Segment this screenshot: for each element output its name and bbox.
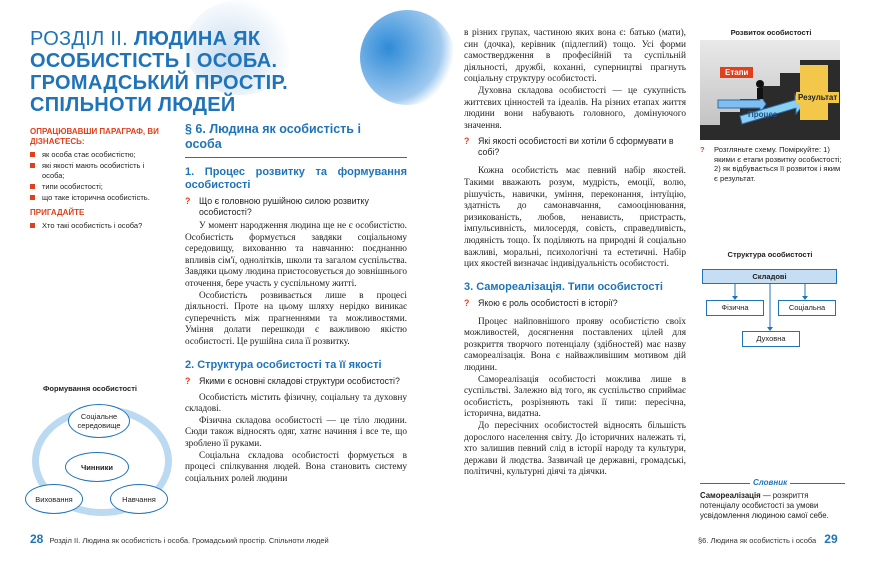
development-title: Розвиток особистості bbox=[730, 28, 812, 37]
section1-title: 1. Процес розвитку та формування особистості bbox=[185, 166, 407, 191]
development-diagram bbox=[700, 28, 842, 183]
formation-node-social: Соціальне середовище bbox=[68, 404, 130, 438]
section2-question-text: Якими є основні складові структури особистості? bbox=[199, 375, 400, 386]
chapter-title-bold: ЛЮДИНА ЯК ОСОБИСТІСТЬ І ОСОБА. ГРОМАДСЬКИЙ ПРОСТІР. СПІЛЬНОТИ ЛЮДЕЙ bbox=[30, 28, 289, 116]
structure-child-spiritual: Духовна bbox=[742, 331, 800, 347]
section3-title: 3. Самореалізація. Типи особистості bbox=[464, 280, 663, 293]
section3-question bbox=[464, 298, 686, 309]
learn-item: що таке історична особистість. bbox=[30, 193, 160, 203]
development-label-stages: Етапи bbox=[720, 67, 753, 78]
development-label-result: Результат bbox=[798, 93, 838, 102]
structure-root: Складові bbox=[702, 269, 837, 284]
development-question-text: Розгляньте схему. Поміркуйте: 1) якими є етапи розвитку особистості; 2) як відбувається її розвиток і яким є результат. bbox=[714, 145, 842, 183]
right-question bbox=[464, 136, 686, 158]
learn-item: які якості мають особистість і особа; bbox=[30, 161, 160, 181]
learn-box bbox=[30, 127, 160, 204]
structure-title: Структура особистості bbox=[727, 250, 813, 259]
chapter-title bbox=[30, 28, 390, 116]
recall-heading: ПРИГАДАЙТЕ bbox=[30, 208, 85, 217]
formation-center: Чинники bbox=[65, 452, 129, 482]
paragraph-title bbox=[185, 122, 400, 152]
right-question-text: Які якості особистості ви хотіли б сформувати в собі? bbox=[478, 136, 674, 158]
formation-diagram-title: Формування особистості bbox=[43, 384, 137, 393]
development-label-process: Процес bbox=[748, 110, 778, 119]
question-icon: ? bbox=[464, 136, 470, 147]
section2-p2: Фізична складова особистості — це тіло людини. Сюди також відносять одяг, хатнє начиння і все те, що зроблено її руками. bbox=[185, 415, 407, 449]
structure-child-social: Соціальна bbox=[778, 300, 836, 316]
section1-p2: Особистість розвивається лише в процесі діяльності. Проте на цьому шляху нерідко виникає суперечність між прагненнями та можливостями. Уміння долати перешкоди є важливою якістю особистості. Це рушійна сила її розвитку. bbox=[185, 290, 407, 347]
formation-diagram bbox=[20, 384, 180, 524]
staircase-graphic bbox=[700, 40, 840, 140]
page-number-right: 29 bbox=[824, 532, 838, 546]
glossary-term: Самореалізація bbox=[700, 491, 761, 500]
question-icon: ? bbox=[185, 375, 191, 386]
learn-item: як особа стає особистістю; bbox=[30, 150, 160, 160]
learn-list bbox=[30, 150, 160, 203]
recall-list bbox=[30, 221, 160, 231]
learn-heading: ОПРАЦЮВАВШИ ПАРАГРАФ, ВИ ДІЗНАЄТЕСЬ: bbox=[30, 127, 159, 146]
footer-left-text: Розділ II. Людина як особистість і особа. Громадський простір. Спільноти людей bbox=[49, 536, 329, 545]
section1-question-text: Що є головною рушійною силою розвитку особистості? bbox=[199, 196, 369, 217]
section2-question bbox=[185, 376, 407, 387]
glossary-title: Словник bbox=[750, 478, 790, 487]
section1-p1: У момент народження людина ще не є особистістю. Особистість формується завдяки соціальному середовищу, вихованню та навчанню: поєднанню впливів сім'ї, однолітків, школи та загалом суспільства. Завдяки цьому людина пристосовується до зовнішнього оточення, бере участь у суспільному житті. bbox=[185, 221, 407, 289]
section3-p3: До пересічних особистостей відносять більшість дорослого населення світу. До історичних належать ті, хто залишив певний слід в історії народу та культури, держави й людства. Зазвичай це державні, громадські, політичні, культурні діячі та діячки. bbox=[464, 421, 686, 478]
learn-item: типи особистості; bbox=[30, 182, 160, 192]
glossary-entry bbox=[700, 491, 845, 521]
section2-p1: Особистість містить фізичну, соціальну та духовну складові. bbox=[185, 392, 407, 415]
right-p-qualities: Кожна особистість має певний набір якостей. Такими вважають розум, мудрість, емоції, волю, рішучість, навички, уміння, переконання, інтуїцію, здатність до самонавчання, самооцінювання, ризикованість, любов, ненависть, пристрасть, імпульсивність, милосердя, совість, справедливість, людяність тощо. Їх поділяють на природні й соціально важливі, моральні, психологічні та естетичні. Набір цих якостей визначає індивідуальність особистості. bbox=[464, 166, 686, 270]
glossary-box bbox=[700, 478, 845, 521]
section2-p3: Соціальна складова особистості формується в процесі спілкування людей. Вона становить систему соціальних ролей людини bbox=[185, 450, 407, 484]
paragraph-divider bbox=[185, 157, 407, 158]
glossary-definition: — розкриття потенціалу особистості за умови усвідомлення людиною самої себе. bbox=[700, 491, 829, 520]
recall-box bbox=[30, 208, 160, 232]
question-icon: ? bbox=[464, 297, 470, 308]
section3-p2: Самореалізація особистості можлива лише в суспільстві. Залежно від того, як суспільство сприймає особистість, розрізняють такі її типи: пересічна, історична, видатна. bbox=[464, 374, 686, 420]
section1-question bbox=[185, 196, 407, 218]
section2-title: 2. Структура особистості та її якості bbox=[185, 358, 382, 371]
section3-p1: Процес найповнішого прояву особистістю своїх можливостей, досягнення поставлених цілей для розкриття творчого потенціалу (здібностей) має назву самореалізація. Вона є найважливішим мотивом дій людини. bbox=[464, 316, 686, 374]
structure-child-physical: Фізична bbox=[706, 300, 764, 316]
footer-right-text: §6. Людина як особистість і особа bbox=[698, 536, 817, 545]
left-text-column bbox=[185, 166, 407, 485]
chapter-prefix: РОЗДІЛ II. bbox=[30, 28, 128, 50]
question-icon: ? bbox=[185, 196, 191, 206]
question-icon: ? bbox=[700, 145, 705, 154]
structure-diagram bbox=[700, 250, 842, 360]
right-p-cont: в різних групах, частиною яких вона є: батько (мати), син (дочка), керівник (підлеглий) тощо. Усі форми самоствердження в професійній та суспільній діяльності, дружбі, коханні, суперництві прагнуть соціальну структуру особистості. bbox=[464, 28, 686, 85]
footer-right bbox=[698, 532, 838, 546]
right-text-column bbox=[464, 28, 686, 479]
formation-node-upbringing: Виховання bbox=[25, 484, 83, 514]
footer-left bbox=[30, 532, 329, 546]
page-number-left: 28 bbox=[30, 532, 44, 546]
section3-question-text: Якою є роль особистості в історії? bbox=[478, 297, 618, 308]
paragraph-heading: § 6. Людина як особистість і особа bbox=[185, 122, 361, 151]
recall-item: Хто такі особистість і особа? bbox=[30, 221, 160, 231]
development-question bbox=[700, 145, 842, 183]
development-image bbox=[700, 40, 840, 140]
glossary-header bbox=[700, 478, 845, 489]
formation-node-learning: Навчання bbox=[110, 484, 168, 514]
right-p-spirit: Духовна складова особистості — це сукупність життєвих цінностей та ідеалів. На різних етапах життя людини вони набувають головного, домінуючого значення. bbox=[464, 85, 686, 131]
